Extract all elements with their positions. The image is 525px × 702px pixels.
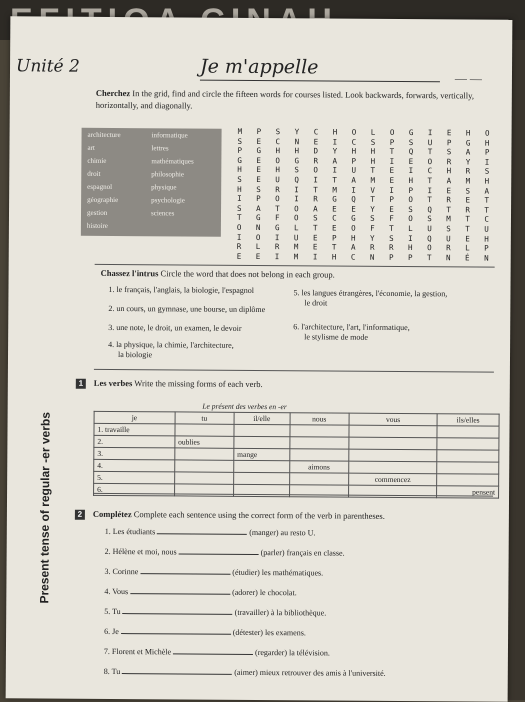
word-item: architecture [87,130,121,140]
grid-row: H E H S O I U T E I C H R S [237,165,495,177]
table-cell: 6. [94,483,175,496]
intrus-item: 5. les langues étrangères, l'économie, la gestion, [293,288,448,299]
sidebar-label: Present tense of regular -er verbs [37,412,53,604]
verbs-text: Write the missing forms of each verb. [134,378,263,390]
table-cell[interactable] [437,426,499,438]
sentence-item [105,527,316,537]
sentence-start: 6. Je [104,626,119,637]
column-header: nous [290,413,349,425]
sentence-item [105,547,345,558]
grid-row: G E O G R A P H I E O R Y I [237,155,495,167]
table-cell[interactable] [234,424,290,436]
page-title: Je m'appelle [199,55,319,79]
word-list-box [81,128,222,237]
section-number-badge: 1 [76,379,86,389]
sentence-item [104,647,330,658]
table-cell: oublies [175,436,234,448]
sentence-item [104,587,296,597]
table-cell: 3. [94,447,175,460]
intrus-text: Circle the word that does not belong in each group. [160,268,335,280]
table-cell: pensent [437,486,499,498]
intrus-item: 4. la physique, la chimie, l'architecture, [108,339,234,350]
sentence-item [104,627,306,637]
word-item: droit [87,169,101,178]
table-cell[interactable] [348,461,436,474]
sentence-end: (détester) les examens. [232,627,306,638]
grid-row: S A T O A E E Y E S Q T R T [237,203,494,215]
sentence-start: 8. Tu [103,666,121,677]
search-instruction-title: Cherchez [95,87,131,99]
sentence-end: (regarder) la télévision. [255,647,330,658]
sentence-start: 5. Tu [104,606,121,617]
table-cell[interactable] [349,425,437,438]
table-title: Le présent des verbes en -er [202,401,287,412]
sentence-end: (parler) français en classe. [260,548,345,558]
table-cell[interactable] [289,449,348,461]
table-cell[interactable] [174,448,233,460]
table-cell: mange [234,448,290,460]
answer-blank[interactable] [121,633,231,635]
intrus-item: 1. le français, l'anglais, la biologie, l'espagnol [108,284,255,295]
word-item: philosophie [151,170,184,179]
intrus-item: le stylisme de mode [304,332,368,342]
sentence-item [104,667,386,678]
grid-row: O N G L T E O F T L U S T U [236,222,494,234]
table-cell[interactable] [234,460,290,472]
table-cell: 4. [94,459,175,472]
table-cell[interactable] [349,449,437,462]
table-cell[interactable] [289,473,348,485]
table-cell[interactable] [174,472,233,484]
word-item: sciences [150,209,175,218]
sentence-start: 2. Hélène et moi, nous [104,546,177,557]
grid-row: H S R I T M I V I P I E S A [237,184,495,196]
answer-blank[interactable] [122,673,232,675]
complete-text: Complete each sentence using the correct form of the verb in parentheses. [133,509,385,521]
grid-row: I O I U E P H Y S I Q U E H [236,232,494,244]
grid-row: M P S Y C H O L O G I E H O [237,126,495,138]
sentence-start: 3. Corinne [104,566,139,577]
table-cell: aimons [289,461,348,473]
column-header: tu [175,412,234,424]
section-number-badge: 2 [75,510,85,520]
table-cell: 5. [94,471,175,484]
intrus-item: le droit [304,298,328,308]
verbs-instruction [94,377,484,392]
intrus-instruction [101,267,491,282]
column-header: vous [349,413,437,426]
word-item: lettres [151,144,169,153]
table-cell: 1. travaille [94,423,175,436]
word-item: art [87,143,95,152]
word-item: histoire [86,221,108,230]
word-item: psychologie [151,196,185,205]
intrus-title: Chassez l'intrus [100,267,159,279]
answer-blank[interactable] [140,573,230,575]
table-cell[interactable] [437,450,499,462]
word-item: physique [151,183,177,192]
worksheet-page [6,16,513,701]
grid-row: T G F O S C G S F O S M T C [236,213,494,224]
grid-row: R L R M E T A R R H O R L P [236,241,494,253]
table-cell[interactable] [349,437,437,450]
intrus-item: 2. un cours, un gymnase, une bourse, un diplôme [108,303,266,315]
sentence-end: (adorer) le chocolat. [232,587,297,598]
sentence-end: (aimer) mieux retrouver des amis à l'université. [234,667,386,678]
sentence-end: (étudier) les mathématiques. [232,567,324,578]
table-cell[interactable] [289,437,348,449]
search-instruction [96,87,486,114]
grid-row: S E C N E I C S P S U P G H [237,136,495,148]
verbs-table [93,400,500,499]
sentence-item [104,607,326,618]
title-underline [200,80,440,83]
intrus-item: 3. une note, le droit, un examen, le devoir [108,322,242,333]
answer-blank[interactable] [123,613,233,615]
column-header: je [94,411,175,424]
grid-row: P G H H D Y H H T Q T S A P [237,146,495,157]
sentence-start: 1. Les étudiants [104,526,156,537]
table-cell[interactable] [437,462,499,474]
grid-row: E E I M I H C N P P T N É N [236,251,494,263]
sentence-end: (manger) au resto U. [249,527,316,538]
search-instruction-text: In the grid, find and circle the fifteen words for courses listed. Look backwards, forwards, vertically, horizontally, and diagonally. [95,88,475,111]
sentence-start: 7. Florent et Michèle [103,646,172,657]
table-cell[interactable] [175,424,234,436]
sentence-item [104,567,323,578]
sentence-start: 4. Vous [104,586,129,597]
answer-blank[interactable] [157,533,247,535]
answer-blank[interactable] [173,653,253,655]
word-item: chimie [87,156,107,165]
word-item: mathématiques [151,157,194,166]
grid-row: S E U Q I T A M E H T A M H [237,174,495,186]
table-cell[interactable] [233,472,289,484]
word-item: géographie [87,195,119,205]
table-cell[interactable] [174,460,233,472]
word-item: gestion [86,208,108,217]
column-header: ils/elles [437,414,499,426]
table-cell: commencez [348,473,436,486]
divider [94,369,494,373]
unit-label: Unité 2 [15,56,80,77]
header-dash: — — [454,71,483,86]
letter-grid [237,127,495,263]
intrus-item: la biologie [117,350,153,360]
table-cell[interactable] [437,438,499,450]
answer-blank[interactable] [179,553,259,555]
intrus-item: 6. l'architecture, l'art, l'informatique, [293,322,410,333]
table-cell[interactable] [437,474,499,486]
word-item: informatique [151,131,188,140]
grid-row: I P O I R G Q T P O T R E T [237,193,495,205]
column-header: il/elle [234,412,290,424]
table-cell[interactable] [290,425,349,437]
table-cell[interactable] [234,436,290,448]
sentence-end: (travailler) à la bibliothèque. [234,607,327,618]
answer-blank[interactable] [130,593,230,595]
table-cell: 2. [94,435,175,448]
verbs-title: Les verbes [93,377,133,389]
complete-title: Complétez [92,508,132,520]
complete-instruction [93,508,493,523]
word-item: espagnol [87,182,113,191]
